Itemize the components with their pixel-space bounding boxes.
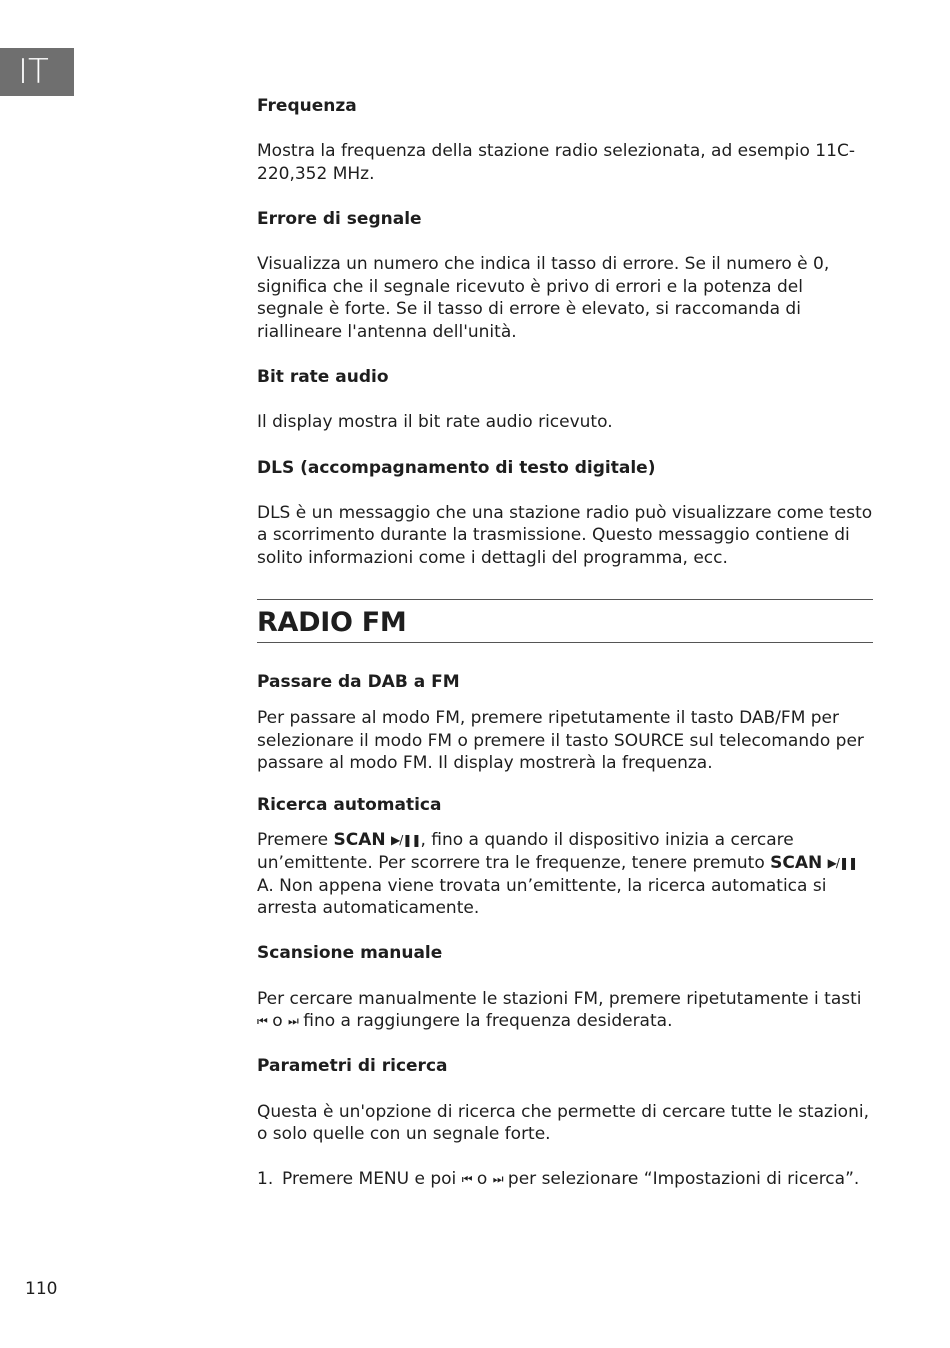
paragraph-dls: DLS è un messaggio che una stazione radio può visualizzare come testo a scorrimento durante la trasmissione. Questo messaggio contiene di solito informazioni come i dettagli del programma, ecc. (257, 502, 873, 568)
text-segment: Premere MENU e poi (282, 1169, 462, 1190)
list-text (282, 1168, 859, 1191)
heading-passare-fm: Passare da DAB a FM (257, 672, 460, 693)
paragraph-ricerca-automatica (257, 829, 873, 919)
scan-label: SCAN (770, 853, 823, 874)
language-tab: IT (0, 48, 74, 96)
play-pause-icon: ▶/❚❚ (391, 833, 421, 848)
text-segment: o (266, 1011, 289, 1032)
heading-bit-rate: Bit rate audio (257, 367, 389, 388)
text-segment: o (471, 1169, 493, 1190)
text-segment: , fino a quando il dispositivo inizia a cercare un’emittente. Per scorrere tra le frequenze, tenere premuto (257, 830, 794, 874)
text-segment: Premere (257, 830, 334, 851)
paragraph-passare-fm: Per passare al modo FM, premere ripetutamente il tasto DAB/FM per selezionare il modo FM o premere il tasto SOURCE sul telecomando per passare al modo FM. Il display mostrerà la frequenza. (257, 708, 864, 774)
skip-previous-icon: ⏮ (461, 1172, 472, 1187)
skip-previous-icon: ⏮ (257, 1014, 267, 1029)
text-segment: per selezionare “Impostazioni di ricerca”. (502, 1169, 860, 1190)
paragraph-bit-rate: Il display mostra il bit rate audio ricevuto. (257, 412, 613, 433)
heading-errore-segnale: Errore di segnale (257, 208, 422, 229)
text-segment: fino a raggiungere la frequenza desiderata. (297, 1011, 673, 1032)
paragraph-parametri-ricerca: Questa è un'opzione di ricerca che permette di cercare tutte le stazioni, o solo quelle con un segnale forte. (257, 1101, 869, 1145)
skip-next-icon: ⏭ (288, 1014, 298, 1029)
text-segment: A. Non appena viene trovata un’emittente, la ricerca automatica si arresta automaticamente. (257, 875, 827, 919)
heading-frequenza: Frequenza (257, 96, 357, 116)
page-number: 110 (25, 1279, 58, 1299)
heading-parametri-ricerca: Parametri di ricerca (257, 1056, 448, 1077)
heading-scansione-manuale: Scansione manuale (257, 943, 443, 964)
list-item (257, 1168, 873, 1191)
section-header-radio-fm (257, 599, 873, 643)
play-pause-icon: ▶/❚❚ (827, 856, 858, 871)
heading-ricerca-automatica: Ricerca automatica (257, 794, 442, 815)
section-title: RADIO FM (257, 607, 407, 639)
paragraph-scansione-manuale (257, 988, 873, 1033)
paragraph-errore-segnale: Visualizza un numero che indica il tasso di errore. Se il numero è 0, significa che il segnale ricevuto è privo di errori e la potenza del segnale è forte. Se il tasso di errore è elevato, si raccomanda di riallineare l'antenna dell'unità. (257, 254, 830, 342)
page-content (257, 95, 873, 1191)
list-number: 1. (257, 1169, 274, 1190)
scan-label: SCAN (333, 830, 386, 851)
paragraph-frequenza: Mostra la frequenza della stazione radio selezionata, ad esempio 11C-220,352 MHz. (257, 141, 855, 184)
text-segment: Per cercare manualmente le stazioni FM, premere ripetutamente i tasti (257, 988, 862, 1009)
skip-next-icon: ⏭ (492, 1172, 503, 1187)
heading-dls: DLS (accompagnamento di testo digitale) (257, 457, 656, 478)
